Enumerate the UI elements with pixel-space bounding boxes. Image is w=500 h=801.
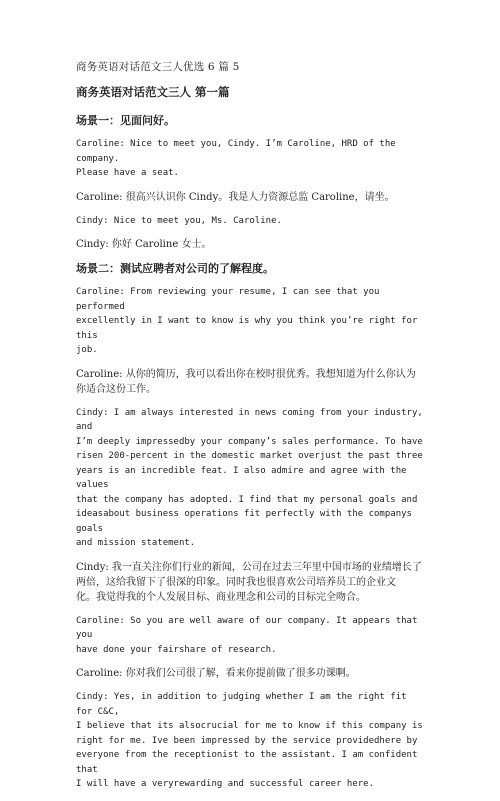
article-body bbox=[76, 113, 428, 792]
section-heading: 场景二：测试应聘者对公司的了解程度。 bbox=[76, 262, 274, 275]
document-page bbox=[76, 60, 428, 801]
dialogue-paragraph: Caroline: So you are well aware of our company. It appears that you have done your fairshare of research. bbox=[76, 615, 418, 655]
dialogue-paragraph: Caroline: 从你的简历，我可以看出你在校时很优秀。我想知道为什么你认为 你适合这份工作。 bbox=[76, 368, 416, 395]
dialogue-paragraph: Cindy: 你好 Caroline 女士。 bbox=[76, 239, 212, 250]
document-title: 商务英语对话范文三人优选 6 篇 5 bbox=[76, 61, 240, 73]
section-heading: 场景一：见面问好。 bbox=[76, 114, 175, 127]
dialogue-paragraph: Cindy: 我一直关注你们行业的新闻，公司在过去三年里中国市场的业绩增长了 两倍，这给我留下了很深的印象。同时我也很喜欢公司培养员工的企业文 化。我觉得我的个人发展目标、商业理念和公司的目标完全吻合。 bbox=[76, 561, 422, 603]
dialogue-paragraph: Cindy: Yes, in addition to judging whether I am the right fit for C&C, I believe that its alsocrucial for me to know if this company is right for me. Ive been impressed by the service providedhere by everyone from the receptionist to the assistant. I am confident that I will have a veryrewarding and successful career here. bbox=[76, 692, 423, 789]
dialogue-paragraph: Cindy: I am always interested in news coming from your industry, and I’m deeply impressedby your company’s sales performance. To have risen 200-percent in the domestic market overjust the past three years is an incredible feat. I also admire and agree with the values that the company has adopted. I find that my personal goals and ideasabout business operations fit perfectly with the companys goals and mission statement. bbox=[76, 407, 423, 548]
dialogue-paragraph: Caroline: 你对我们公司很了解，看来你提前做了很多功课啊。 bbox=[76, 668, 356, 679]
article-title: 商务英语对话范文三人 第一篇 bbox=[76, 85, 230, 99]
dialogue-paragraph: Caroline: Nice to meet you, Cindy. I’m Caroline, HRD of the company. Please have a seat. bbox=[76, 139, 396, 178]
dialogue-paragraph: Caroline: From reviewing your resume, I can see that you performed excellently in I want to know is why you think you’re right for this job. bbox=[76, 287, 418, 355]
dialogue-paragraph: Caroline: 很高兴认识你 Cindy。我是人力资源总监 Caroline，请坐。 bbox=[76, 191, 395, 203]
dialogue-paragraph: Cindy: Nice to meet you, Ms. Caroline. bbox=[76, 215, 282, 226]
